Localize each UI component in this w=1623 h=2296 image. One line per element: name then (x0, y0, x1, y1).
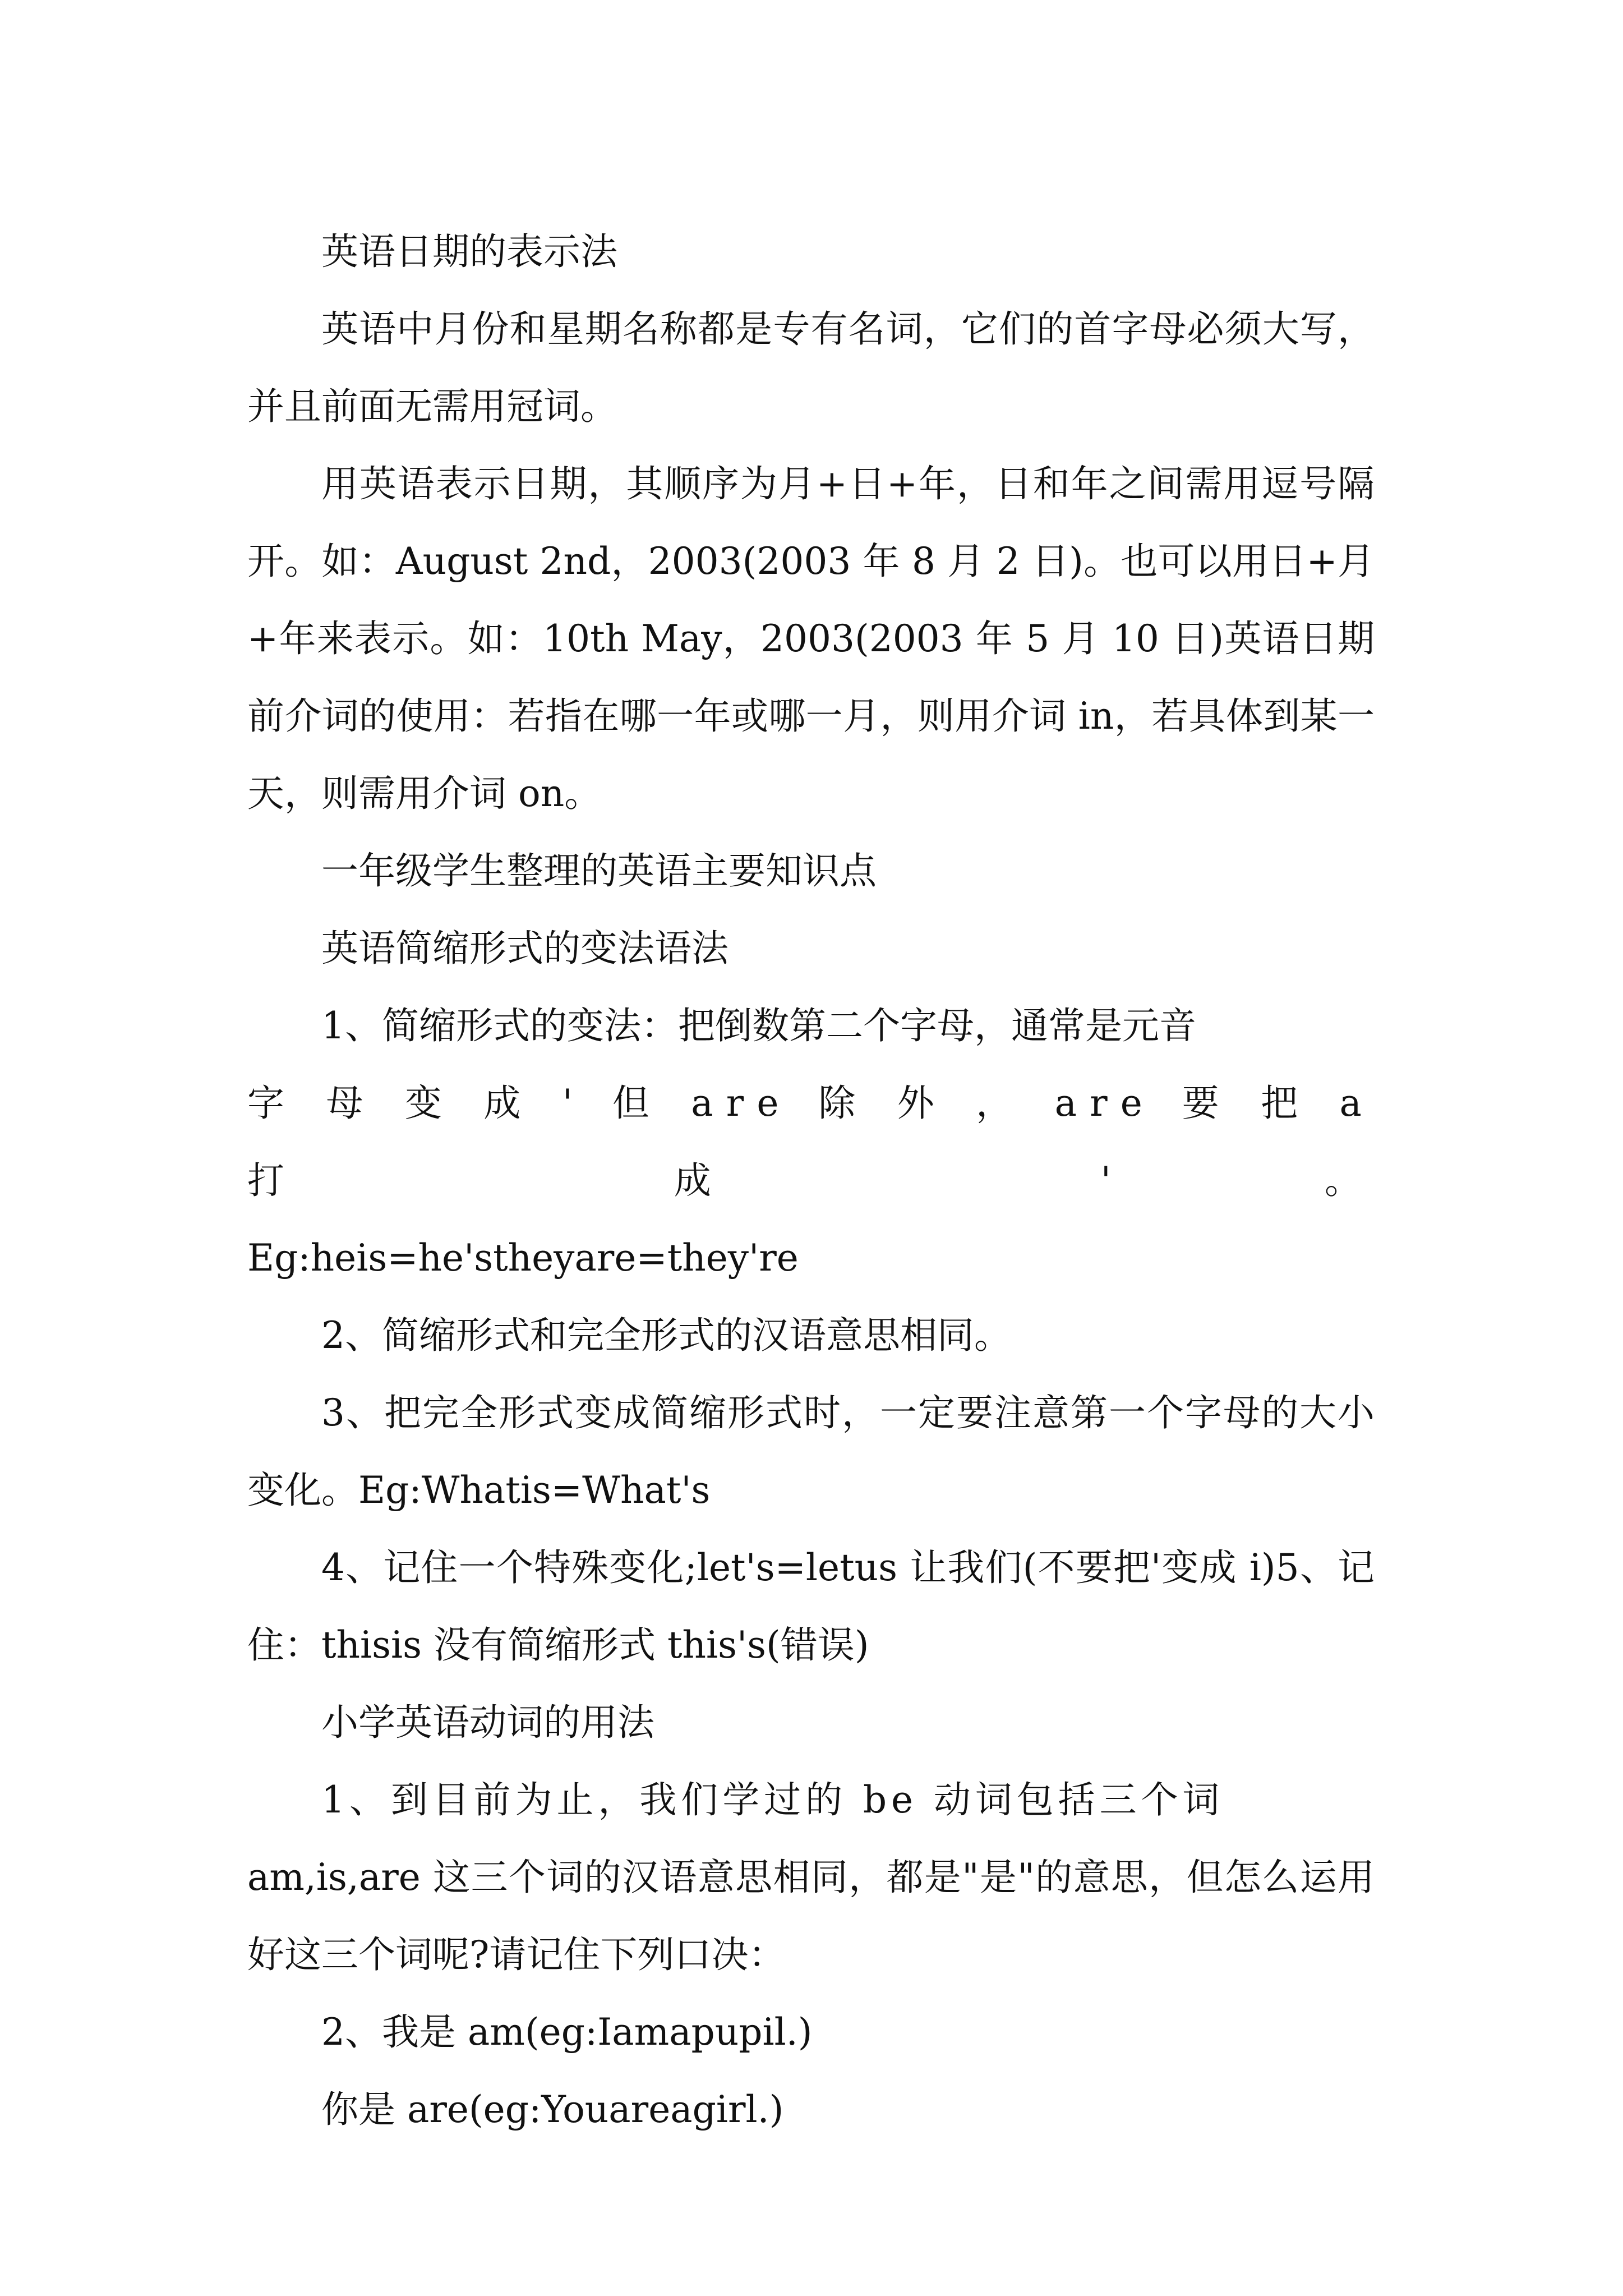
document-body (247, 213, 1375, 2148)
list-item-contraction-rule-2: 2、简缩形式和完全形式的汉语意思相同。 (321, 1314, 1011, 1357)
paragraph-month-names: 英语中月份和星期名称都是专有名词，它们的首字母必须大写，并且前面无需用冠词。 (247, 307, 1375, 428)
list-item-be-verbs-2: 2、我是 am(eg:Iamapupil.) (321, 2010, 813, 2054)
heading-grade-one-notes: 一年级学生整理的英语主要知识点 (321, 849, 877, 892)
heading-date-expression: 英语日期的表示法 (321, 230, 617, 273)
list-item-be-verbs-1: 1、到目前为止，我们学过的 be 动词包括三个词 (321, 1778, 1224, 1821)
heading-contraction-grammar: 英语简缩形式的变法语法 (321, 927, 728, 970)
example-you-are: 你是 are(eg:Youareagirl.) (321, 2088, 784, 2131)
list-item-contraction-rule-4-5: 4、记住一个特殊变化;let's=letus 让我们(不要把'变成 i)5、记住：thisis 没有简缩形式 this's(错误) (247, 1546, 1375, 1667)
list-item-contraction-rule-1: 1、简缩形式的变法：把倒数第二个字母，通常是元音 (321, 1004, 1196, 1047)
list-item-contraction-rule-3: 3、把完全形式变成简缩形式时，一定要注意第一个字母的大小变化。Eg:Whatis=What's (247, 1391, 1375, 1512)
contraction-example: Eg:heis=he'stheyare=they're (247, 1236, 799, 1280)
paragraph-date-order: 用英语表示日期，其顺序为月+日+年，日和年之间需用逗号隔开。如：August 2nd，2003(2003 年 8 月 2 日)。也可以用日+月+年来表示。如：10th May，2003(2003 年 5 月 10 日)英语日期前介词的使用：若指在哪一年或哪一月，则用介词 in，若具体到某一天，则需用介词 on。 (247, 462, 1375, 815)
heading-verb-usage: 小学英语动词的用法 (321, 1701, 654, 1744)
list-item-be-verbs-1-continued: am,is,are 这三个词的汉语意思相同，都是"是"的意思，但怎么运用好这三个词呢?请记住下列口决： (247, 1856, 1375, 1976)
list-item-contraction-rule-1-continued: 字 母 变 成 ' 但 are 除 外 ， are 要 把 a 打 成 ' 。 (247, 1082, 1375, 1202)
